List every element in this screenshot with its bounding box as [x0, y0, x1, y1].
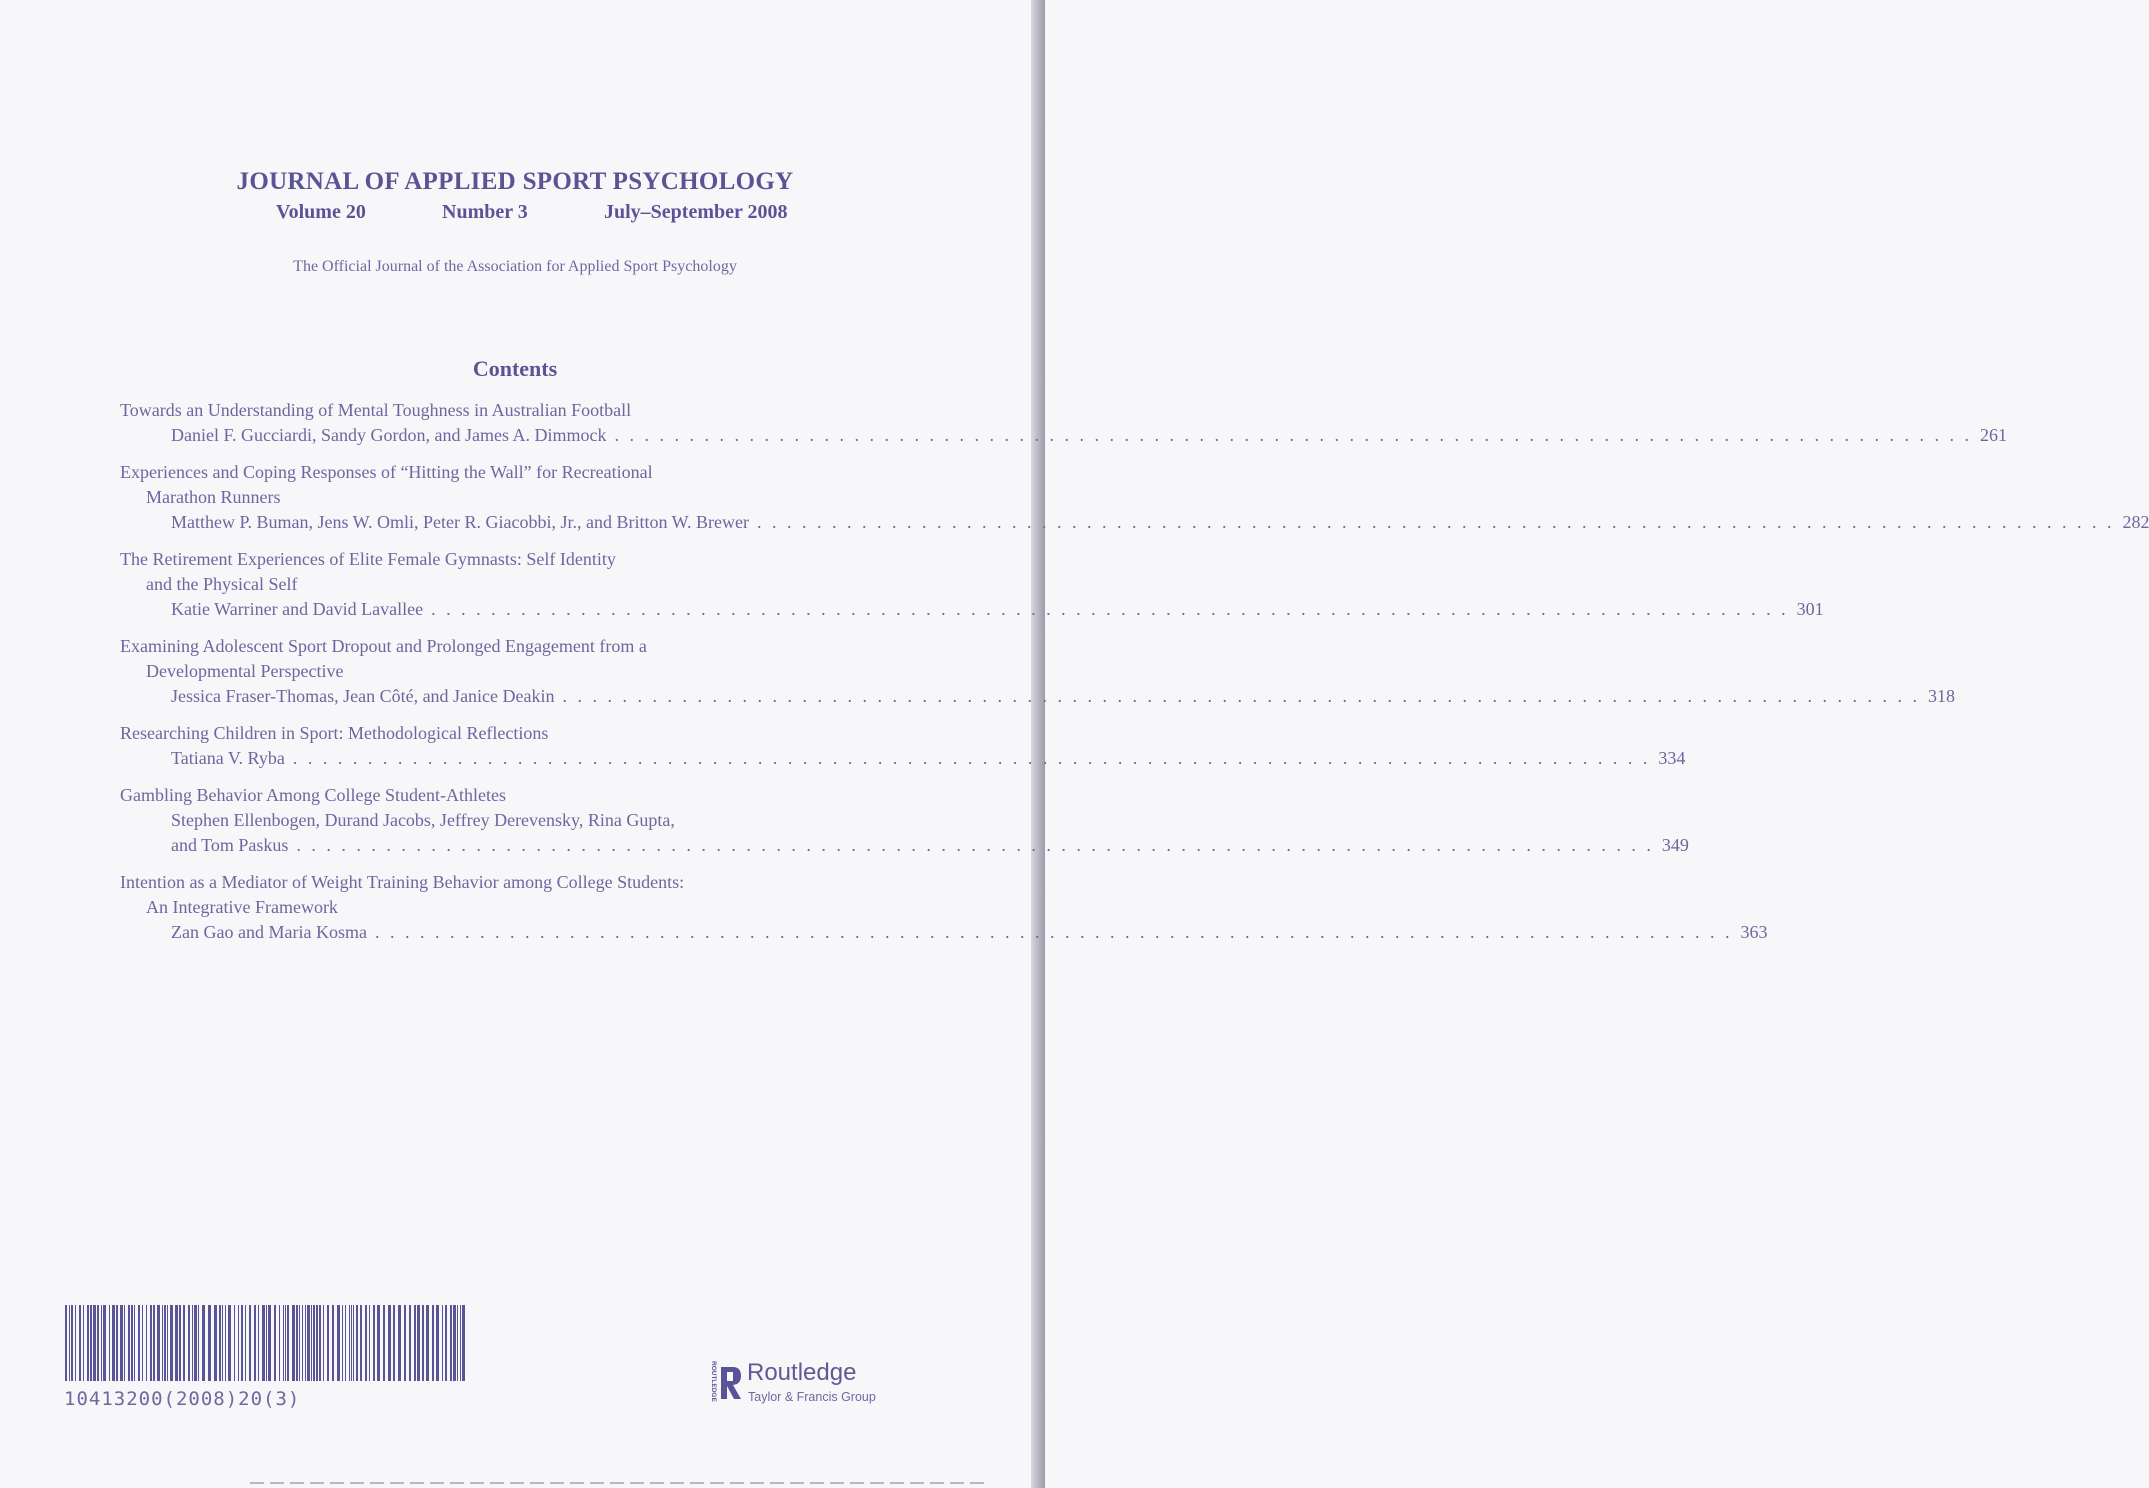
barcode-bar: [356, 1305, 358, 1381]
barcode-bar: [69, 1305, 70, 1381]
toc-entry: [120, 547, 1824, 622]
barcode-bar: [287, 1305, 289, 1381]
author-line: [120, 746, 1686, 771]
barcode-bar: [142, 1305, 143, 1381]
barcode-bar: [417, 1305, 420, 1381]
barcode-bar: [307, 1305, 310, 1381]
barcode-bar: [241, 1305, 243, 1381]
contents-heading: Contents: [472, 356, 558, 381]
dot-leader: [614, 423, 1972, 448]
barcode-bar: [65, 1305, 67, 1381]
barcode-bar: [285, 1305, 286, 1381]
barcode-bar: [222, 1305, 223, 1381]
barcode-bar: [124, 1305, 125, 1381]
article-authors: Tatiana V. Ryba: [171, 748, 285, 768]
barcode-bar: [79, 1305, 81, 1381]
barcode-bar: [97, 1305, 99, 1381]
barcode-bar: [228, 1305, 231, 1381]
barcode-bar: [409, 1305, 411, 1381]
page-edge-shadow: [1031, 0, 1045, 1488]
barcode-bar: [167, 1305, 168, 1381]
barcode-bar: [296, 1305, 298, 1381]
article-title: Marathon Runners: [146, 487, 281, 507]
toc-entry: [120, 783, 1689, 858]
barcode-bar: [369, 1305, 370, 1381]
page-number: 334: [1658, 748, 1686, 768]
article-authors: Zan Gao and Maria Kosma: [171, 922, 367, 942]
svg-text:ROUTLEDGE: ROUTLEDGE: [710, 1361, 717, 1402]
article-title: Researching Children in Sport: Methodological Reflections: [120, 723, 549, 743]
barcode-bar: [404, 1305, 406, 1381]
barcode-bar: [120, 1305, 123, 1381]
barcode-bar: [323, 1305, 324, 1381]
barcode-bar: [337, 1305, 340, 1381]
barcode-bar: [245, 1305, 246, 1381]
article-authors: and Tom Paskus: [171, 835, 289, 855]
barcode-bar: [198, 1305, 199, 1381]
barcode-bar: [445, 1305, 447, 1381]
barcode-bar: [311, 1305, 312, 1381]
barcode-bar: [192, 1305, 193, 1381]
dot-leader: [563, 684, 1921, 709]
article-authors: Daniel F. Gucciardi, Sandy Gordon, and James A. Dimmock: [171, 425, 607, 445]
barcode-bar: [234, 1305, 235, 1381]
article-title: An Integrative Framework: [146, 897, 338, 917]
barcode-number: 10413200(2008)20(3): [64, 1388, 301, 1410]
toc-entry: [120, 398, 2007, 448]
article-title: Developmental Perspective: [146, 661, 344, 681]
barcode-bar: [453, 1305, 456, 1381]
page-number: 282: [2122, 512, 2149, 532]
volume: Volume 20: [276, 201, 366, 223]
author-line: [120, 423, 2007, 448]
article-title: and the Physical Self: [146, 574, 298, 594]
barcode-bar: [183, 1305, 185, 1381]
barcode-bar: [153, 1305, 155, 1381]
barcode-bar: [128, 1305, 130, 1381]
barcode-bar: [254, 1305, 256, 1381]
publisher-name: Routledge: [747, 1359, 857, 1386]
toc-entry: [120, 634, 1956, 709]
barcode-bar: [373, 1305, 375, 1381]
barcode-bar: [266, 1305, 267, 1381]
barcode-bar: [219, 1305, 221, 1381]
barcode-bar: [388, 1305, 391, 1381]
article-title: Experiences and Coping Responses of “Hitting the Wall” for Recreational: [120, 462, 653, 482]
barcode-bar: [157, 1305, 160, 1381]
barcode-bar: [351, 1305, 352, 1381]
table-of-contents: [120, 398, 2149, 957]
barcode-bar: [258, 1305, 259, 1381]
publisher-logo-block: [703, 1357, 903, 1409]
barcode-bar: [414, 1305, 416, 1381]
barcode-bar: [450, 1305, 452, 1381]
dot-leader: [431, 597, 1789, 622]
author-line: [120, 833, 1689, 858]
barcode-bar: [90, 1305, 92, 1381]
barcode-bar: [214, 1305, 217, 1381]
article-authors: Matthew P. Buman, Jens W. Omli, Peter R. Giacobbi, Jr., and Britton W. Brewer: [171, 512, 749, 532]
barcode-bar: [116, 1305, 118, 1381]
journal-title: JOURNAL OF APPLIED SPORT PSYCHOLOGY: [236, 168, 794, 195]
barcode-bar: [71, 1305, 73, 1381]
article-authors: Jessica Fraser-Thomas, Jean Côté, and Janice Deakin: [171, 686, 555, 706]
author-line: [120, 597, 1824, 622]
barcode-bar: [138, 1305, 140, 1381]
barcode-bar: [75, 1305, 76, 1381]
barcode-bar: [274, 1305, 276, 1381]
barcode-bar: [146, 1305, 147, 1381]
barcode-bar: [93, 1305, 96, 1381]
barcode-bar: [112, 1305, 115, 1381]
barcode-bar: [426, 1305, 429, 1381]
author-line: [120, 684, 1956, 709]
barcode-bar: [393, 1305, 395, 1381]
dot-leader: [293, 746, 1651, 771]
barcode-bar: [179, 1305, 181, 1381]
article-title: Gambling Behavior Among College Student-Athletes: [120, 785, 506, 805]
toc-entry: [120, 721, 1686, 771]
barcode-bar: [202, 1305, 205, 1381]
page-number: 363: [1740, 922, 1768, 942]
barcode-bar: [345, 1305, 346, 1381]
barcode-bar: [225, 1305, 226, 1381]
barcode-bar: [319, 1305, 321, 1381]
barcode-bar: [194, 1305, 197, 1381]
article-authors: Stephen Ellenbogen, Durand Jacobs, Jeffrey Derevensky, Rina Gupta,: [171, 810, 675, 830]
page-number: 301: [1796, 599, 1824, 619]
barcode-bar: [349, 1305, 350, 1381]
toc-entry: [120, 870, 1768, 945]
barcode: [65, 1305, 470, 1381]
page-number: 318: [1928, 686, 1956, 706]
barcode-bar: [383, 1305, 385, 1381]
article-title: Intention as a Mediator of Weight Training Behavior among College Students:: [120, 872, 685, 892]
article-title: Towards an Understanding of Mental Toughness in Australian Football: [120, 400, 632, 420]
barcode-bar: [262, 1305, 265, 1381]
barcode-bar: [432, 1305, 434, 1381]
barcode-bar: [442, 1305, 443, 1381]
issue-number: Number 3: [442, 201, 528, 223]
toc-entry: [120, 460, 2149, 535]
issue-date: July–September 2008: [604, 201, 788, 223]
article-title: The Retirement Experiences of Elite Female Gymnasts: Self Identity: [120, 549, 616, 569]
barcode-bar: [87, 1305, 89, 1381]
dot-leader: [757, 510, 2115, 535]
publisher-group: Taylor & Francis Group: [748, 1390, 876, 1404]
barcode-bar: [327, 1305, 329, 1381]
author-line: [120, 920, 1768, 945]
page-number: 349: [1661, 835, 1689, 855]
barcode-bar: [377, 1305, 380, 1381]
barcode-bar: [238, 1305, 239, 1381]
barcode-bar: [208, 1305, 211, 1381]
barcode-bar: [316, 1305, 318, 1381]
barcode-bar: [283, 1305, 284, 1381]
barcode-bar: [457, 1305, 458, 1381]
barcode-bar: [332, 1305, 334, 1381]
barcode-bar: [249, 1305, 251, 1381]
barcode-bar: [365, 1305, 367, 1381]
author-line: [120, 510, 2149, 535]
barcode-bar: [134, 1305, 135, 1381]
barcode-bar: [103, 1305, 106, 1381]
barcode-bar: [175, 1305, 178, 1381]
barcode-bar: [162, 1305, 163, 1381]
barcode-bar: [109, 1305, 110, 1381]
journal-subtitle: The Official Journal of the Association for Applied Sport Psychology: [293, 258, 737, 275]
barcode-bar: [342, 1305, 343, 1381]
barcode-bar: [170, 1305, 173, 1381]
barcode-bar: [268, 1305, 271, 1381]
barcode-bar: [188, 1305, 190, 1381]
barcode-bar: [302, 1305, 303, 1381]
barcode-bar: [398, 1305, 401, 1381]
barcode-bar: [131, 1305, 133, 1381]
barcode-bar: [279, 1305, 280, 1381]
barcode-bar: [150, 1305, 152, 1381]
barcode-bar: [164, 1305, 166, 1381]
article-title: Examining Adolescent Sport Dropout and Prolonged Engagement from a: [120, 636, 647, 656]
article-authors: Katie Warriner and David Lavallee: [171, 599, 424, 619]
barcode-bar: [353, 1305, 354, 1381]
barcode-bar: [313, 1305, 315, 1381]
barcode-bar: [462, 1305, 465, 1381]
dot-leader: [375, 920, 1733, 945]
barcode-bar: [422, 1305, 424, 1381]
barcode-bar: [83, 1305, 84, 1381]
barcode-bar: [305, 1305, 306, 1381]
barcode-bar: [292, 1305, 295, 1381]
barcode-bar: [101, 1305, 102, 1381]
barcode-bar: [436, 1305, 439, 1381]
page-number: 261: [1979, 425, 2007, 445]
barcode-bar: [360, 1305, 362, 1381]
page-edge-bottom: [250, 1482, 985, 1484]
barcode-bar: [299, 1305, 300, 1381]
publisher-vertical-text: [703, 1359, 715, 1407]
issue-line: [276, 201, 788, 224]
dot-leader: [296, 833, 1654, 858]
barcode-bar: [460, 1305, 461, 1381]
